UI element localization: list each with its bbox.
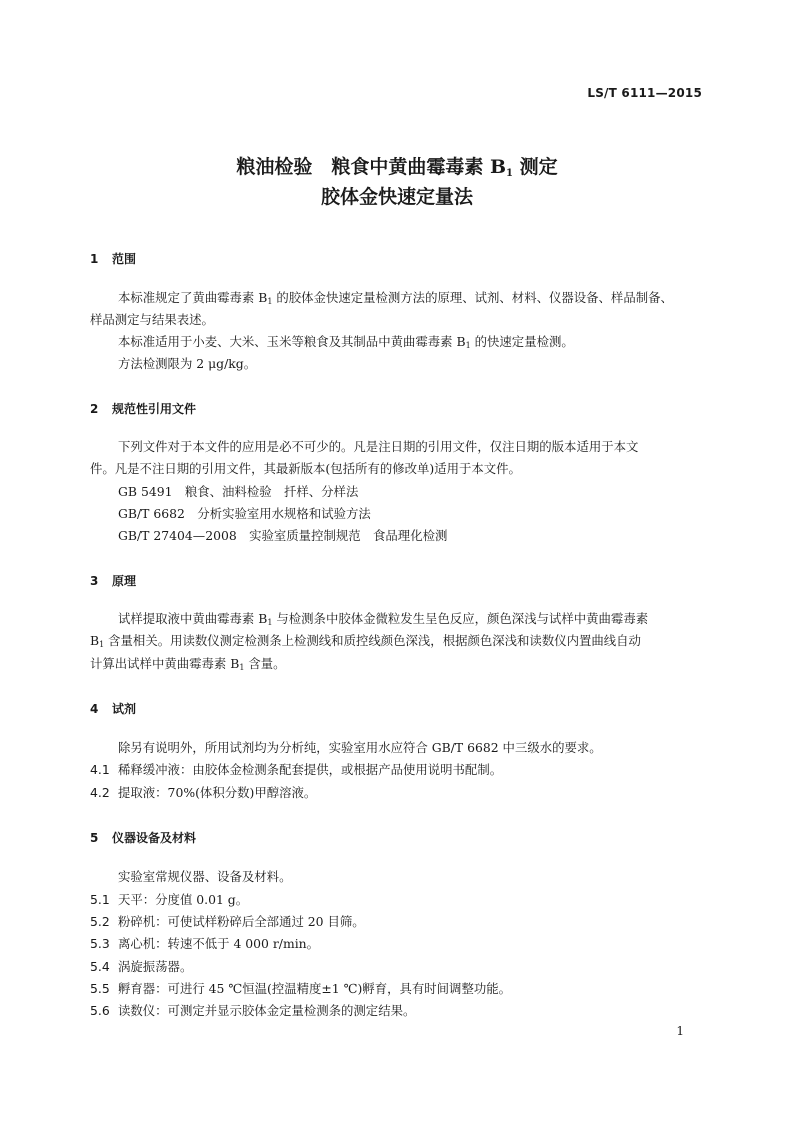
standard-number: LS/T 6111—2015 xyxy=(587,86,702,100)
s5-item: 5.6 读数仪：可测定并显示胶体金定量检测条的测定结果。 xyxy=(90,1003,416,1018)
section-4-heading: 4 试剂 xyxy=(90,702,137,716)
document-title-line1: 粮油检验 粮食中黄曲霉毒素 $B_1$ 测定 xyxy=(236,156,558,179)
s5-item: 5.5 孵育器：可进行 45 ℃恒温(控温精度±1 ℃)孵育，具有时间调整功能。 xyxy=(90,981,512,996)
s2-reference: GB 5491 粮食、油料检验 扦样、分样法 xyxy=(118,484,359,499)
s1-paragraph-2: 本标准适用于小麦、大米、玉米等粮食及其制品中黄曲霉毒素 B1 的快速定量检测。 xyxy=(118,334,574,350)
s1-paragraph-1-cont: 样品测定与结果表述。 xyxy=(90,312,214,327)
s5-item: 5.3 离心机：转速不低于 4 000 r/min。 xyxy=(90,936,320,951)
s4-intro: 除另有说明外，所用试剂均为分析纯，实验室用水应符合 GB/T 6682 中三级水的要求。 xyxy=(118,740,602,755)
s2-reference: GB/T 6682 分析实验室用水规格和试验方法 xyxy=(118,506,371,521)
document-title-line2: 胶体金快速定量法 xyxy=(320,186,473,208)
section-5-heading: 5 仪器设备及材料 xyxy=(90,831,197,845)
s5-item: 5.1 天平：分度值 0.01 g。 xyxy=(90,892,249,907)
s4-item: 4.2 提取液：70%(体积分数)甲醇溶液。 xyxy=(90,785,317,800)
s5-item: 5.4 涡旋振荡器。 xyxy=(90,959,193,974)
section-2-heading: 2 规范性引用文件 xyxy=(90,402,197,416)
page-number: 1 xyxy=(676,1024,684,1038)
s4-item: 4.1 稀释缓冲液：由胶体金检测条配套提供，或根据产品使用说明书配制。 xyxy=(90,762,503,777)
s1-paragraph-1: 本标准规定了黄曲霉毒素 B1 的胶体金快速定量检测方法的原理、试剂、材料、仪器设备、样品制备、 xyxy=(118,290,673,306)
section-3-heading: 3 原理 xyxy=(90,574,137,588)
s5-intro: 实验室常规仪器、设备及材料。 xyxy=(118,869,292,884)
s3-line-1: 试样提取液中黄曲霉毒素 B1 与检测条中胶体金微粒发生呈色反应，颜色深浅与试样中黄曲霉毒素 xyxy=(118,611,649,627)
s2-paragraph-1: 下列文件对于本文件的应用是必不可少的。凡是注日期的引用文件，仅注日期的版本适用于本文 xyxy=(118,439,639,454)
section-1-heading: 1 范围 xyxy=(90,252,137,266)
s5-item: 5.2 粉碎机：可使试样粉碎后全部通过 20 目筛。 xyxy=(90,914,365,929)
s1-paragraph-3: 方法检测限为 2 μg/kg。 xyxy=(118,356,257,371)
s2-paragraph-1-cont: 件。凡是不注日期的引用文件，其最新版本(包括所有的修改单)适用于本文件。 xyxy=(90,461,521,476)
s3-line-3: 计算出试样中黄曲霉毒素 B1 含量。 xyxy=(90,656,286,672)
s3-line-2: B1 含量相关。用读数仪测定检测条上检测线和质控线颜色深浅，根据颜色深浅和读数仪内置曲线自动 xyxy=(90,633,641,649)
s2-reference: GB/T 27404—2008 实验室质量控制规范 食品理化检测 xyxy=(118,528,448,543)
